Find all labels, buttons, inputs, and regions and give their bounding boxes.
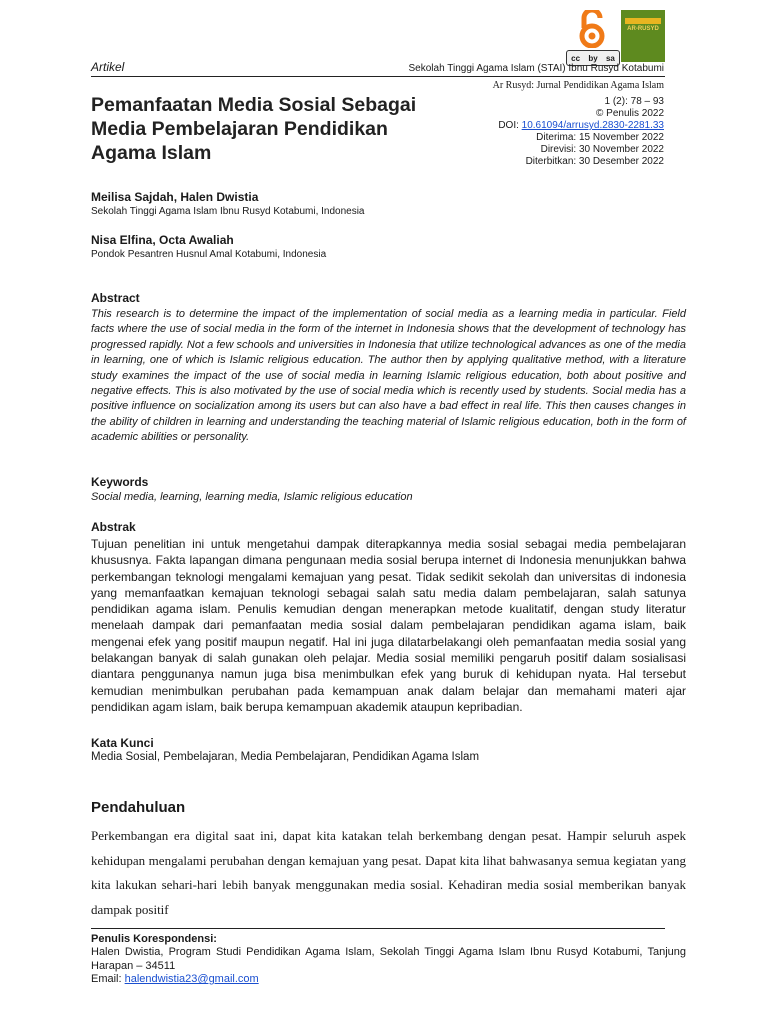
published-date: Diterbitkan: 30 Desember 2022 bbox=[525, 156, 664, 167]
abstrak-heading: Abstrak bbox=[91, 520, 136, 534]
copyright: © Penulis 2022 bbox=[596, 108, 664, 119]
author-names: Nisa Elfina, Octa Awaliah bbox=[91, 233, 234, 247]
abstrak-text: Tujuan penelitian ini untuk mengetahui dampak diterapkannya media sosial sebagai media pembelajaran khususnya. Fakta lapangan dimana pengunaan media sosial berupa internet di Indonesia menunjukkan bahwa perkembangan teknologi mengalami kemajuan yang pesat. Tidak sedikit sekolah dan universitas di indonesia yang memanfaatkan kemajuan teknologi sebagai salah satu media dalam pembelajaran, salah satunya pendidikan agama islam. Penulis kemudian dengan menerapkan metode kualitatif, dengan study literatur menelaah dampak dari pemanfaatan media sosial dalam pembelajaran pendidikan agama islam, baik mengenai efek yang positif maupun negatif. Hal ini juga dilatarbelakangi oleh pemanfaatan media sosial yang belakangan banyak di salah gunakan oleh pelajar. Media sosial memiliki pengaruh positif dalam sosialisasi diantara penggunanya namun juga bisa menimbulkan efek yang buruk di kehidupan nyata. Hal tersebut kemudian menimbulkan perubahan pada kemampuan anak dalam belajar dan memahami materi ajar pendidikan agam islam, baik berupa kemampuan akademik ataupun kepribadian. bbox=[91, 537, 686, 714]
abstract-heading: Abstract bbox=[91, 291, 140, 305]
sa-icon: sa bbox=[605, 53, 615, 63]
introduction-heading: Pendahuluan bbox=[91, 799, 186, 816]
kata-kunci-heading: Kata Kunci bbox=[91, 736, 154, 750]
logo-band bbox=[625, 18, 661, 24]
header-divider bbox=[91, 76, 665, 77]
abstract-text: This research is to determine the impact of the implementation of social media as a learning media in particular. Field facts where the use of social media in the form of the internet in Indonesia shows that the development of technology has progressed rapidly. Not a few schools and universities in Indonesia that utilize technological advances as one of the media in learning, one of which is Islamic religious education. The author then by applying qualitative method, with a literature study examines the impact of the use of social media in learning Islamic religious education, both about positive and negative effects. This is also motivated by the use of social media which is recently used by students. Social media has a positive influence on socialization among its users but can also have a bad effect in real life. This then causes changes in the ability of children in learning and understanding the teaching material of Islamic religious education, both in the form of academic abilities or personality. bbox=[91, 308, 686, 444]
section-label: Artikel bbox=[91, 60, 125, 74]
email-link[interactable]: halendwistia23@gmail.com bbox=[124, 973, 259, 986]
journal-name: Ar Rusyd: Jurnal Pendidikan Agama Islam bbox=[492, 80, 664, 91]
revised-date: Direvisi: 30 November 2022 bbox=[540, 144, 664, 155]
correspondence-heading: Penulis Korespondensi: bbox=[91, 933, 217, 945]
author-affiliation: Pondok Pesantren Husnul Amal Kotabumi, Indonesia bbox=[91, 249, 327, 260]
footer-divider bbox=[91, 928, 665, 929]
correspondence-email-line bbox=[91, 973, 686, 986]
doi-link[interactable]: 10.61094/arrusyd.2830-2281.33 bbox=[521, 120, 664, 131]
correspondence-text: Halen Dwistia, Program Studi Pendidikan Agama Islam, Sekolah Tinggi Agama Islam Ibnu Rusyd Kotabumi, Tanjung Harapan – 34511 bbox=[91, 946, 686, 972]
doi-line bbox=[498, 120, 664, 132]
keywords-heading: Keywords bbox=[91, 475, 149, 489]
introduction-text: Perkembangan era digital saat ini, dapat kita katakan telah berkembang dengan pesat. Hampir seluruh aspek kehidupan mengalami perubahan dengan kemajuan yang pesat. Dapat kita lihat bahwasanya semua kegiatan yang kita lakukan sehari-hari lebih banyak menggunakan media sosial. Kehadiran media sosial memberikan banyak dampak positif bbox=[91, 828, 686, 917]
kata-kunci-text: Media Sosial, Pembelajaran, Media Pembelajaran, Pendidikan Agama Islam bbox=[91, 751, 480, 763]
by-icon: by bbox=[588, 53, 598, 63]
email-label: Email: bbox=[91, 973, 125, 986]
journal-logo bbox=[621, 10, 665, 62]
article-meta bbox=[498, 96, 664, 168]
volume-pages: 1 (2): 78 – 93 bbox=[604, 96, 664, 107]
correspondence-block bbox=[91, 933, 686, 987]
institution-name: Sekolah Tinggi Agama Islam (STAI) Ibnu Rusyd Kotabumi bbox=[408, 63, 664, 74]
author-affiliation: Sekolah Tinggi Agama Islam Ibnu Rusyd Kotabumi, Indonesia bbox=[91, 206, 365, 217]
license-badge bbox=[566, 10, 618, 64]
keywords-text: Social media, learning, learning media, Islamic religious education bbox=[91, 491, 413, 503]
open-access-icon bbox=[566, 10, 618, 48]
received-date: Diterima: 15 November 2022 bbox=[536, 132, 664, 143]
cc-icon: cc bbox=[571, 53, 581, 63]
doi-label: DOI: bbox=[498, 120, 522, 131]
author-names: Meilisa Sajdah, Halen Dwistia bbox=[91, 190, 259, 204]
article-title: Pemanfaatan Media Sosial Sebagai Media Pembelajaran Pendidikan Agama Islam bbox=[91, 94, 417, 164]
journal-logo-text: AR-RUSYD bbox=[627, 26, 659, 32]
